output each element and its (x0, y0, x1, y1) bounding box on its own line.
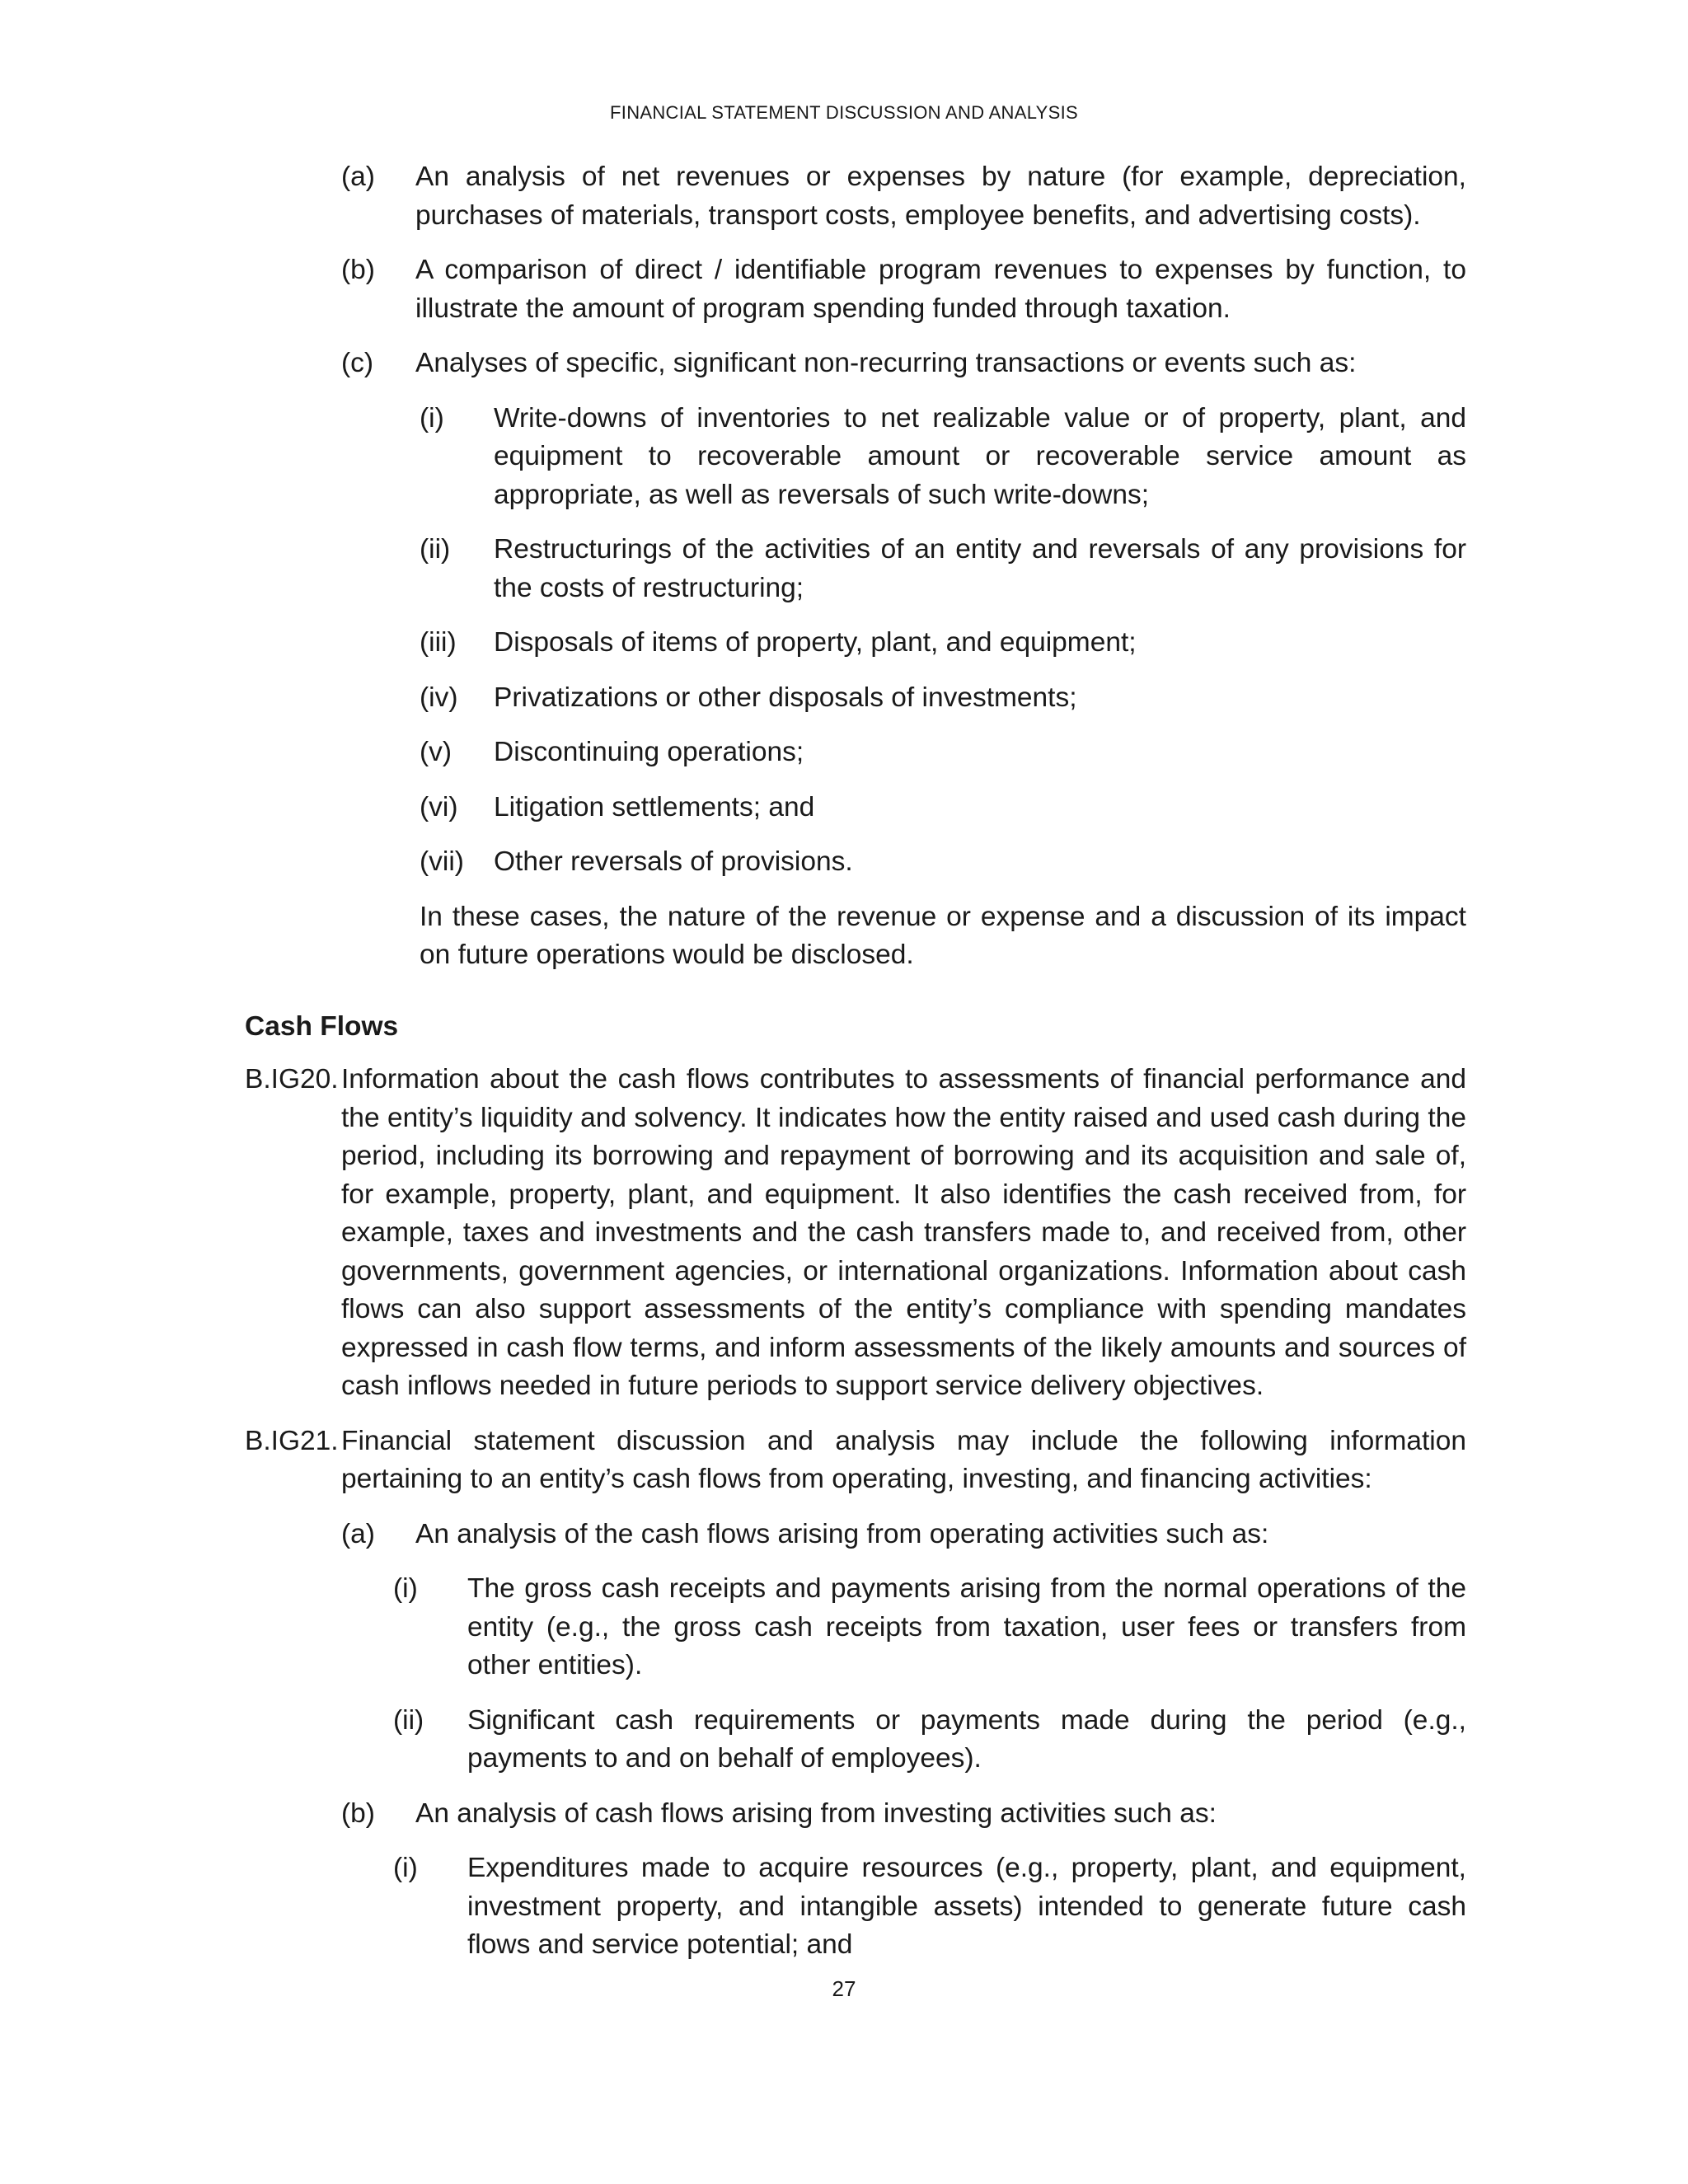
ig21-sub-item-a-i (245, 1570, 1466, 1685)
list-label: (i) (393, 1573, 418, 1604)
list-text: Privatizations or other disposals of investments; (494, 682, 1077, 713)
list-text: Write-downs of inventories to net realizable value or of property, plant, and equipment to recoverable amount or recoverable service amount as appropriate, as well as reversals of such write-downs; (494, 402, 1466, 510)
list-label: (ii) (420, 534, 451, 565)
list-text: Disposals of items of property, plant, and equipment; (494, 627, 1137, 658)
sub-item-c-v (245, 733, 1466, 772)
list-text: Significant cash requirements or payments made during the period (e.g., payments to and on behalf of employees). (467, 1704, 1466, 1774)
list-item-a (245, 158, 1466, 235)
list-label: (c) (341, 348, 374, 378)
paragraph-text: Financial statement discussion and analysis may include the following information pertaining to an entity’s cash flows from operating, investing, and financing activities: (341, 1425, 1466, 1494)
list-item-b (245, 251, 1466, 328)
paragraph-number: B.IG21. (245, 1425, 339, 1456)
list-text: Restructurings of the activities of an entity and reversals of any provisions for the costs of restructuring; (494, 534, 1466, 603)
ig21-sub-item-b-i (245, 1849, 1466, 1965)
sub-item-c-iii (245, 624, 1466, 663)
list-text: A comparison of direct / identifiable program revenues to expenses by function, to illustrate the amount of program spending funded through taxation. (415, 255, 1466, 324)
sub-item-c-ii (245, 531, 1466, 607)
page-number: 27 (832, 1976, 856, 2001)
list-label: (a) (341, 1518, 375, 1549)
paragraph-b-ig20 (245, 1061, 1466, 1406)
list-label: (iii) (420, 627, 457, 658)
list-label: (a) (341, 162, 375, 192)
list-text: An analysis of the cash flows arising from operating activities such as: (415, 1518, 1269, 1549)
section-heading: Cash Flows (245, 1010, 399, 1042)
list-label: (ii) (393, 1704, 424, 1736)
list-text: An analysis of net revenues or expenses by nature (for example, depreciation, purchases of materials, transport costs, employee benefits, and advertising costs). (415, 162, 1466, 231)
sub-item-c-vii (245, 843, 1466, 882)
paragraph-b-ig21 (245, 1422, 1466, 1499)
list-label: (b) (341, 1797, 375, 1829)
list-label: (v) (420, 737, 452, 767)
list-label: (b) (341, 255, 375, 285)
list-text: Discontinuing operations; (494, 737, 804, 767)
list-label: (i) (393, 1853, 418, 1883)
ig21-sub-item-a-ii (245, 1702, 1466, 1779)
list-label: (vi) (420, 791, 458, 823)
paragraph-number: B.IG20. (245, 1064, 339, 1094)
list-item-c (245, 344, 1466, 383)
paragraph-text: Information about the cash flows contributes to assessments of financial performance and the entity’s liquidity and solvency. It indicates how the entity raised and used cash during the period, including its borrowing and repayment of borrowing and its acquisition and sale of, for example, property, plant, and equipment. It also identifies the cash received from, for example, taxes and investments and the cash transfers made to, and received from, other governments, government agencies, or international organizations. Information about cash flows can also support assessments of the entity’s compliance with spending mandates expressed in cash flow terms, and inform assessments of the likely amounts and sources of cash inflows needed in future periods to support service delivery objectives. (341, 1064, 1466, 1401)
list-text: Other reversals of provisions. (494, 846, 853, 877)
list-label: (iv) (420, 682, 458, 713)
ig21-item-b (245, 1795, 1466, 1834)
running-header: FINANCIAL STATEMENT DISCUSSION AND ANALYSIS (610, 102, 1078, 123)
sub-item-c-vi (245, 789, 1466, 827)
ig21-item-a (245, 1516, 1466, 1554)
list-label: (vii) (420, 846, 464, 877)
sub-item-c-i (245, 400, 1466, 515)
sub-item-c-iv (245, 679, 1466, 718)
list-text: An analysis of cash flows arising from investing activities such as: (415, 1797, 1217, 1829)
list-text: The gross cash receipts and payments arising from the normal operations of the entity (e.g., the gross cash receipts from taxation, user fees or transfers from other entities). (467, 1573, 1466, 1680)
list-text: Litigation settlements; and (494, 791, 815, 823)
list-label: (i) (420, 402, 444, 434)
list-text: Analyses of specific, significant non-recurring transactions or events such as: (415, 348, 1357, 378)
closing-paragraph: In these cases, the nature of the revenue or expense and a discussion of its impact on future operations would be disclosed. (420, 901, 1466, 970)
document-body (245, 158, 1466, 1981)
list-text: Expenditures made to acquire resources (e.g., property, plant, and equipment, investment property, and intangible assets) intended to generate future cash flows and service potential; and (467, 1853, 1466, 1960)
